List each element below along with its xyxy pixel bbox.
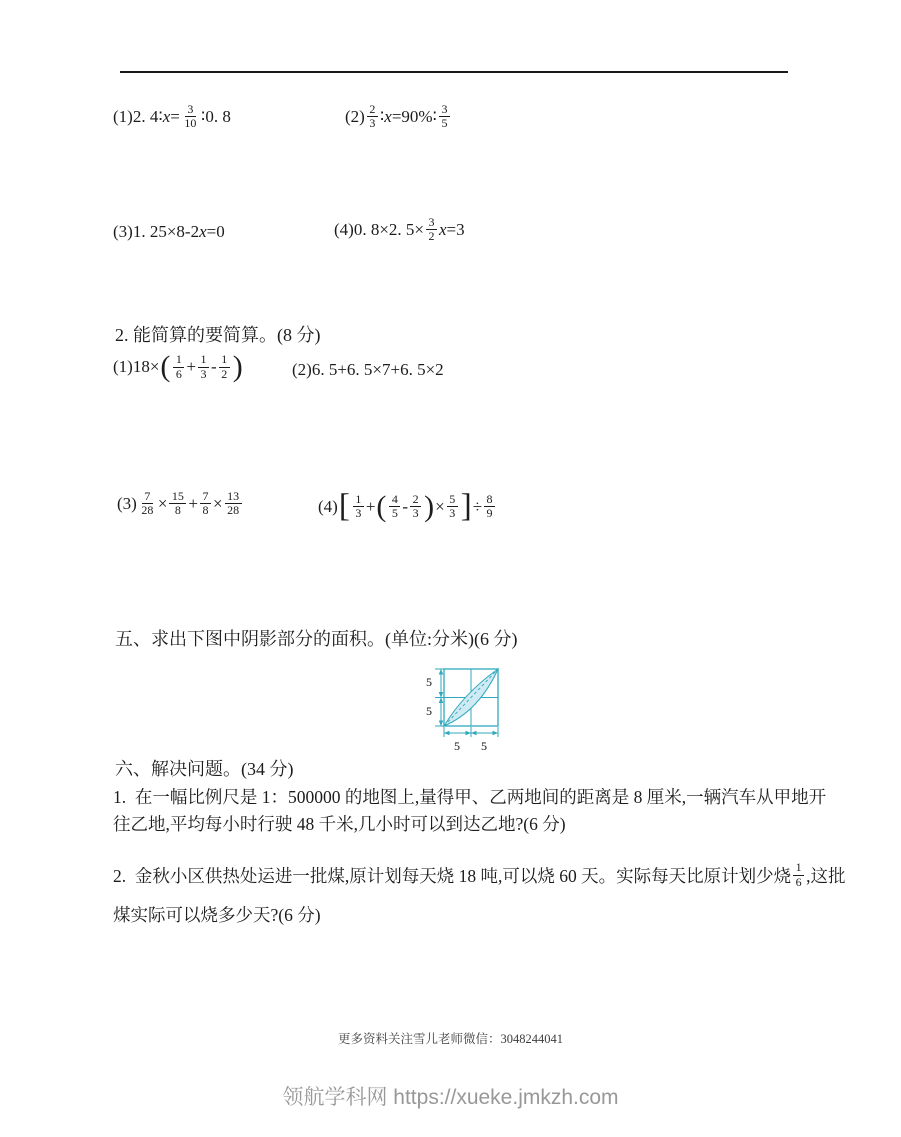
equation-simplify-4 [318, 490, 497, 523]
operator: × [157, 493, 168, 513]
problem-text: 2. 金秋小区供热处运进一批煤,原计划每天烧 18 吨,可以烧 60 天。实际每天比原计划少烧 [113, 865, 792, 886]
eq-text: =0 [206, 222, 225, 241]
fraction [389, 493, 400, 521]
problem-1-line-2: 往乙地,平均每小时行驶 48 千米,几小时可以到达乙地?(6 分) [113, 814, 566, 834]
problem-2-line-2: 煤实际可以烧多少天?(6 分) [113, 905, 321, 925]
eq-text: (3) [117, 493, 137, 513]
numerator: 7 [200, 490, 211, 504]
denominator: 5 [441, 116, 448, 131]
right-paren: ) [424, 489, 435, 523]
eq-text: (4)0. 8×2. 5× [334, 219, 424, 239]
denominator: 8 [174, 503, 181, 518]
denominator: 3 [449, 506, 456, 520]
denominator: 28 [141, 503, 154, 518]
denominator: 10 [184, 116, 197, 131]
fraction [219, 353, 230, 381]
numerator: 1 [793, 861, 804, 875]
fraction [426, 216, 437, 244]
problem-1-line-1: 1. 在一幅比例尺是 1：500000 的地图上,量得甲、乙两地间的距离是 8 厘米,一辆汽车从甲地开 [113, 787, 827, 807]
operator: ÷ [472, 496, 483, 516]
fraction [200, 490, 211, 518]
dim-label-left-top: 5 [426, 675, 432, 689]
problem-text: ,这批 [806, 865, 846, 886]
problem-2-line-1 [113, 856, 846, 894]
section-area-header: 五、求出下图中阴影部分的面积。(单位:分米)(6 分) [115, 629, 518, 649]
numerator: 3 [185, 103, 196, 117]
arrowhead-right [493, 731, 499, 736]
numerator: 1 [219, 353, 230, 367]
fraction [410, 493, 421, 521]
denominator: 6 [795, 874, 802, 889]
equation-simplify-2 [292, 360, 444, 380]
numerator: 3 [426, 216, 437, 230]
arrowhead-down [439, 692, 444, 698]
operator: - [402, 496, 409, 516]
denominator: 8 [202, 503, 209, 518]
fraction [439, 103, 450, 131]
operator: + [365, 496, 376, 516]
eq-text: (1)2. 4∶ [113, 106, 163, 126]
section-simplify-header: 2. 能简算的要简算。(8 分) [115, 325, 321, 345]
right-bracket: ] [460, 488, 472, 524]
right-paren: ) [232, 350, 243, 383]
eq-text: (2) [345, 106, 365, 126]
variable-x: x [199, 222, 207, 241]
equation-solve-2 [345, 103, 452, 131]
numerator: 5 [447, 493, 458, 507]
numerator: 8 [484, 493, 495, 507]
fraction [353, 493, 364, 521]
numerator: 7 [142, 490, 153, 504]
eq-text: (4) [318, 496, 338, 516]
equation-solve-4 [334, 216, 465, 244]
left-paren: ( [376, 489, 387, 523]
denominator: 2 [221, 366, 228, 381]
dim-label-left-bottom: 5 [426, 704, 432, 718]
site-watermark: 领航学科网 https://xueke.jmkzh.com [282, 1086, 619, 1109]
dim-label-bottom-left: 5 [454, 739, 460, 753]
denominator: 9 [486, 506, 493, 520]
arrowhead-left [444, 731, 450, 736]
operator: × [435, 496, 445, 516]
numerator: 1 [173, 353, 184, 367]
numerator: 3 [439, 103, 450, 117]
operator: × [213, 493, 223, 513]
fraction [173, 353, 184, 381]
arrowhead-up [439, 669, 444, 675]
arrowhead-right [466, 731, 472, 736]
fraction [139, 490, 156, 518]
eq-text: (1)18× [113, 357, 160, 376]
fraction [182, 103, 199, 131]
eq-text: (3)1. 25×8-2 [113, 222, 200, 241]
fraction [198, 353, 209, 381]
fraction [484, 493, 495, 521]
dim-label-bottom-right: 5 [481, 739, 487, 753]
eq-text: (2)6. 5+6. 5×7+6. 5×2 [292, 360, 444, 379]
denominator: 6 [175, 366, 182, 381]
operator: + [188, 493, 199, 513]
arrowhead-left [471, 731, 477, 736]
numerator: 1 [353, 493, 364, 507]
eq-text: =3 [446, 219, 465, 239]
section-word-problems-header: 六、解决问题。(34 分) [115, 759, 294, 779]
equation-simplify-1 [113, 352, 244, 382]
left-paren: ( [160, 350, 171, 383]
numerator: 13 [225, 490, 242, 504]
eq-text: ∶ [379, 106, 385, 126]
numerator: 1 [198, 353, 209, 367]
fraction [367, 103, 378, 131]
fraction [793, 861, 804, 889]
denominator: 28 [227, 503, 240, 518]
numerator: 4 [389, 493, 400, 507]
fraction [447, 493, 458, 521]
numerator: 15 [169, 490, 186, 504]
operator: + [186, 357, 197, 376]
eq-text: ∶0. 8 [200, 106, 231, 126]
arrowhead-up [439, 698, 444, 704]
footer-contact-text: 更多资料关注雪儿老师微信：3048244041 [337, 1032, 563, 1046]
denominator: 3 [355, 506, 362, 520]
denominator: 3 [200, 366, 207, 381]
arrowhead-down [439, 721, 444, 727]
operator: - [211, 357, 217, 376]
denominator: 3 [412, 506, 419, 520]
variable-x: x [439, 219, 447, 239]
denominator: 5 [391, 506, 398, 520]
header-rule [120, 71, 788, 73]
denominator: 2 [428, 229, 435, 244]
left-bracket: [ [338, 488, 350, 524]
numerator: 2 [410, 493, 421, 507]
variable-x: x [162, 106, 171, 126]
variable-x: x [384, 106, 392, 126]
fraction [169, 490, 186, 518]
equation-simplify-3 [117, 490, 244, 518]
fraction [225, 490, 242, 518]
eq-text: =90%∶ [391, 106, 437, 126]
denominator: 3 [369, 116, 376, 131]
equation-solve-3 [113, 222, 225, 242]
numerator: 2 [367, 103, 378, 117]
eq-text: = [170, 106, 180, 126]
shaded-area-figure [420, 666, 506, 754]
equation-solve-1 [113, 103, 231, 131]
figure-svg [420, 666, 506, 754]
